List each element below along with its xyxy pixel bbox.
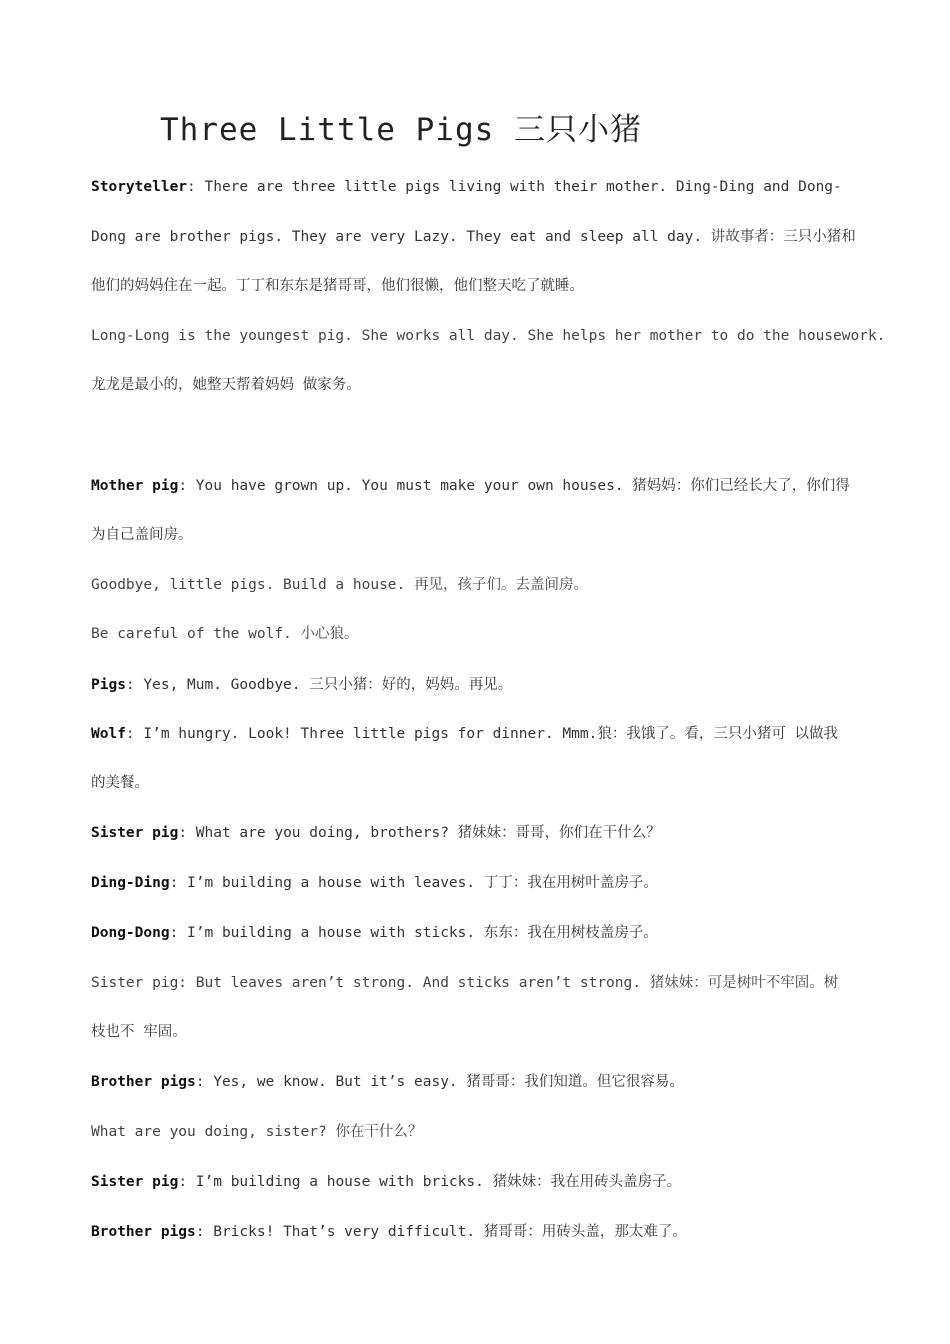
line-text: : I’m building a house with bricks. 猪妹妹：我在用砖头盖房子。 xyxy=(178,1174,682,1190)
line-text: : There are three little pigs living with their mother. Ding-Ding and Dong- xyxy=(187,179,842,195)
line-text: Dong are brother pigs. They are very Lazy. They eat and sleep all day. 讲故事者：三只小猪和 xyxy=(91,229,856,245)
line-text: : I’m building a house with sticks. 东东：我在用树枝盖房子。 xyxy=(169,925,658,941)
story-line xyxy=(91,525,866,545)
story-line xyxy=(91,1122,866,1142)
line-text: Goodbye, little pigs. Build a house. 再见，孩子们。去盖间房。 xyxy=(91,577,588,593)
line-text: What are you doing, sister? 你在干什么？ xyxy=(91,1124,423,1140)
story-line xyxy=(91,476,866,496)
line-text: 的美餐。 xyxy=(91,775,149,791)
story-line xyxy=(91,724,866,744)
speaker-label: Sister pig xyxy=(91,1174,179,1190)
story-line xyxy=(91,823,866,843)
line-text: : You have grown up. You must make your own houses. 猪妈妈：你们已经长大了，你们得 xyxy=(178,478,850,494)
speaker-label: Ding-Ding xyxy=(91,875,170,891)
story-line xyxy=(91,326,886,346)
line-text: : Yes, Mum. Goodbye. 三只小猪：好的，妈妈。再见。 xyxy=(125,677,513,693)
speaker-label: Wolf xyxy=(91,726,126,742)
story-line xyxy=(91,1172,866,1192)
story-line xyxy=(91,973,866,993)
story-line xyxy=(91,873,866,893)
page-title: Three Little Pigs 三只小猪 xyxy=(160,112,642,148)
story-line xyxy=(91,675,866,695)
story-line xyxy=(91,1072,866,1092)
speaker-label: Pigs xyxy=(91,677,126,693)
story-line xyxy=(91,773,866,793)
speaker-label: Mother pig xyxy=(91,478,179,494)
line-text: : What are you doing, brothers? 猪妹妹：哥哥，你们在干什么？ xyxy=(178,825,661,841)
speaker-label: Dong-Dong xyxy=(91,925,170,941)
line-text: : Bricks! That’s very difficult. 猪哥哥：用砖头盖，那太难了。 xyxy=(195,1224,687,1240)
line-text: Sister pig: But leaves aren’t strong. And sticks aren’t strong. 猪妹妹：可是树叶不牢固。树 xyxy=(91,975,839,991)
line-text: 龙龙是最小的，她整天帮着妈妈 做家务。 xyxy=(91,377,361,393)
story-line xyxy=(91,575,866,595)
line-text: Be careful of the wolf. 小心狼。 xyxy=(91,626,359,642)
line-text: : I’m building a house with leaves. 丁丁：我在用树叶盖房子。 xyxy=(169,875,658,891)
story-line xyxy=(91,1222,866,1242)
line-text: Long-Long is the youngest pig. She works all day. She helps her mother to do the housework. xyxy=(91,328,886,344)
story-line xyxy=(91,624,866,644)
speaker-label: Brother pigs xyxy=(91,1074,196,1090)
line-text: : I’m hungry. Look! Three little pigs for dinner. Mmm.狼：我饿了。看，三只小猪可 以做我 xyxy=(125,726,839,742)
story-line xyxy=(91,227,866,247)
story-line xyxy=(91,923,866,943)
line-text: : Yes, we know. But it’s easy. 猪哥哥：我们知道。但它很容易。 xyxy=(195,1074,684,1090)
speaker-label: Storyteller xyxy=(91,179,188,195)
speaker-label: Brother pigs xyxy=(91,1224,196,1240)
story-line xyxy=(91,1022,866,1042)
story-line xyxy=(91,375,866,395)
line-text: 他们的妈妈住在一起。丁丁和东东是猪哥哥，他们很懒，他们整天吃了就睡。 xyxy=(91,278,584,294)
speaker-label: Sister pig xyxy=(91,825,179,841)
story-line xyxy=(91,177,866,197)
line-text: 枝也不 牢固。 xyxy=(91,1024,187,1040)
line-text: 为自己盖间房。 xyxy=(91,527,193,543)
story-line xyxy=(91,276,866,296)
